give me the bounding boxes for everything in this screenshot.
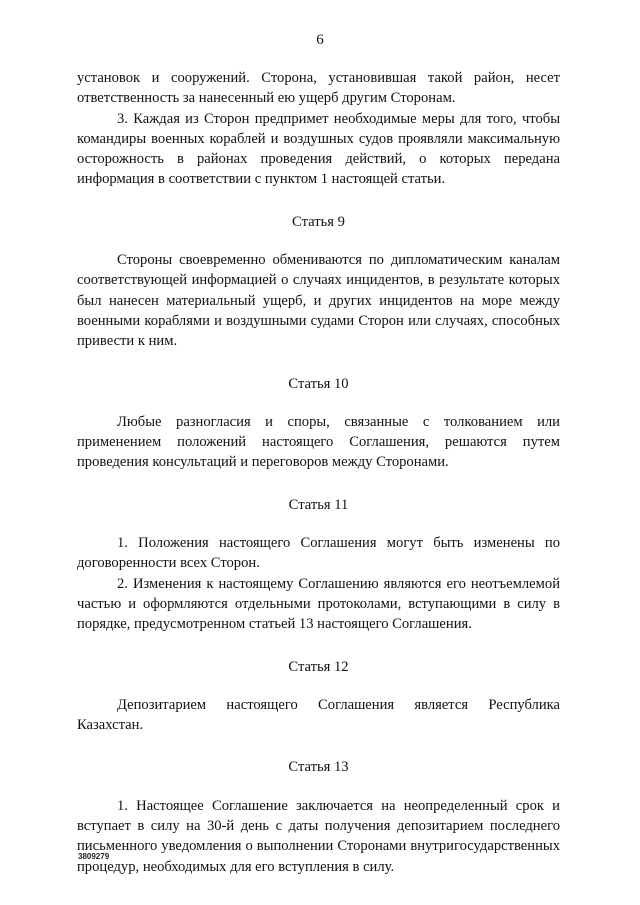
paragraph-continuation: установок и сооружений. Сторона, установившая такой район, несет ответственность за нанесенный ею ущерб другим Сторонам. bbox=[77, 70, 560, 107]
article-13-heading: Статья 13 bbox=[288, 759, 349, 776]
article-9-paragraph: Стороны своевременно обмениваются по дипломатическим каналам соответствующей информацией о случаях инцидентов, в результате которых был нанесен материальный ущерб, и других инцидентов на море между военными кораблями и воздушными судами Сторон или случаях, способных привести к ним. bbox=[77, 252, 560, 350]
article-11-heading: Статья 11 bbox=[288, 496, 349, 513]
article-12-heading: Статья 12 bbox=[288, 658, 349, 675]
article-10-paragraph: Любые разногласия и споры, связанные с толкованием или применением положений настоящего Соглашения, решаются путем проведения консультаций и переговоров между Сторонами. bbox=[77, 413, 560, 471]
article-11-paragraph-2: 2. Изменения к настоящему Соглашению являются его неотъемлемой частью и оформляются отдельными протоколами, вступающими в силу в порядке, предусмотренном статьей 13 настоящего Соглашения. bbox=[77, 575, 560, 633]
paragraph-8-3: 3. Каждая из Сторон предпримет необходимые меры для того, чтобы командиры военных кораблей и воздушных судов проявляли максимальную осторожность в районах проведения действий, о которых передана информация в соответствии с пунктом 1 настоящей статьи. bbox=[77, 110, 560, 188]
document-body bbox=[77, 68, 560, 877]
page-number: 6 bbox=[316, 32, 324, 48]
document-code: 3809279 bbox=[78, 852, 110, 861]
article-13-paragraph: 1. Настоящее Соглашение заключается на неопределенный срок и вступает в силу на 30-й день с даты получения депозитарием последнего письменного уведомления о выполнении Сторонами внутригосударственных процедур, необходимых для его вступления в силу. bbox=[77, 797, 560, 875]
article-11-paragraph-1: 1. Положения настоящего Соглашения могут быть изменены по договоренности всех Сторон. bbox=[77, 535, 560, 572]
article-12-paragraph: Депозитарием настоящего Соглашения является Республика Казахстан. bbox=[77, 696, 560, 734]
article-10-heading: Статья 10 bbox=[288, 375, 349, 392]
article-9-heading: Статья 9 bbox=[292, 213, 345, 230]
